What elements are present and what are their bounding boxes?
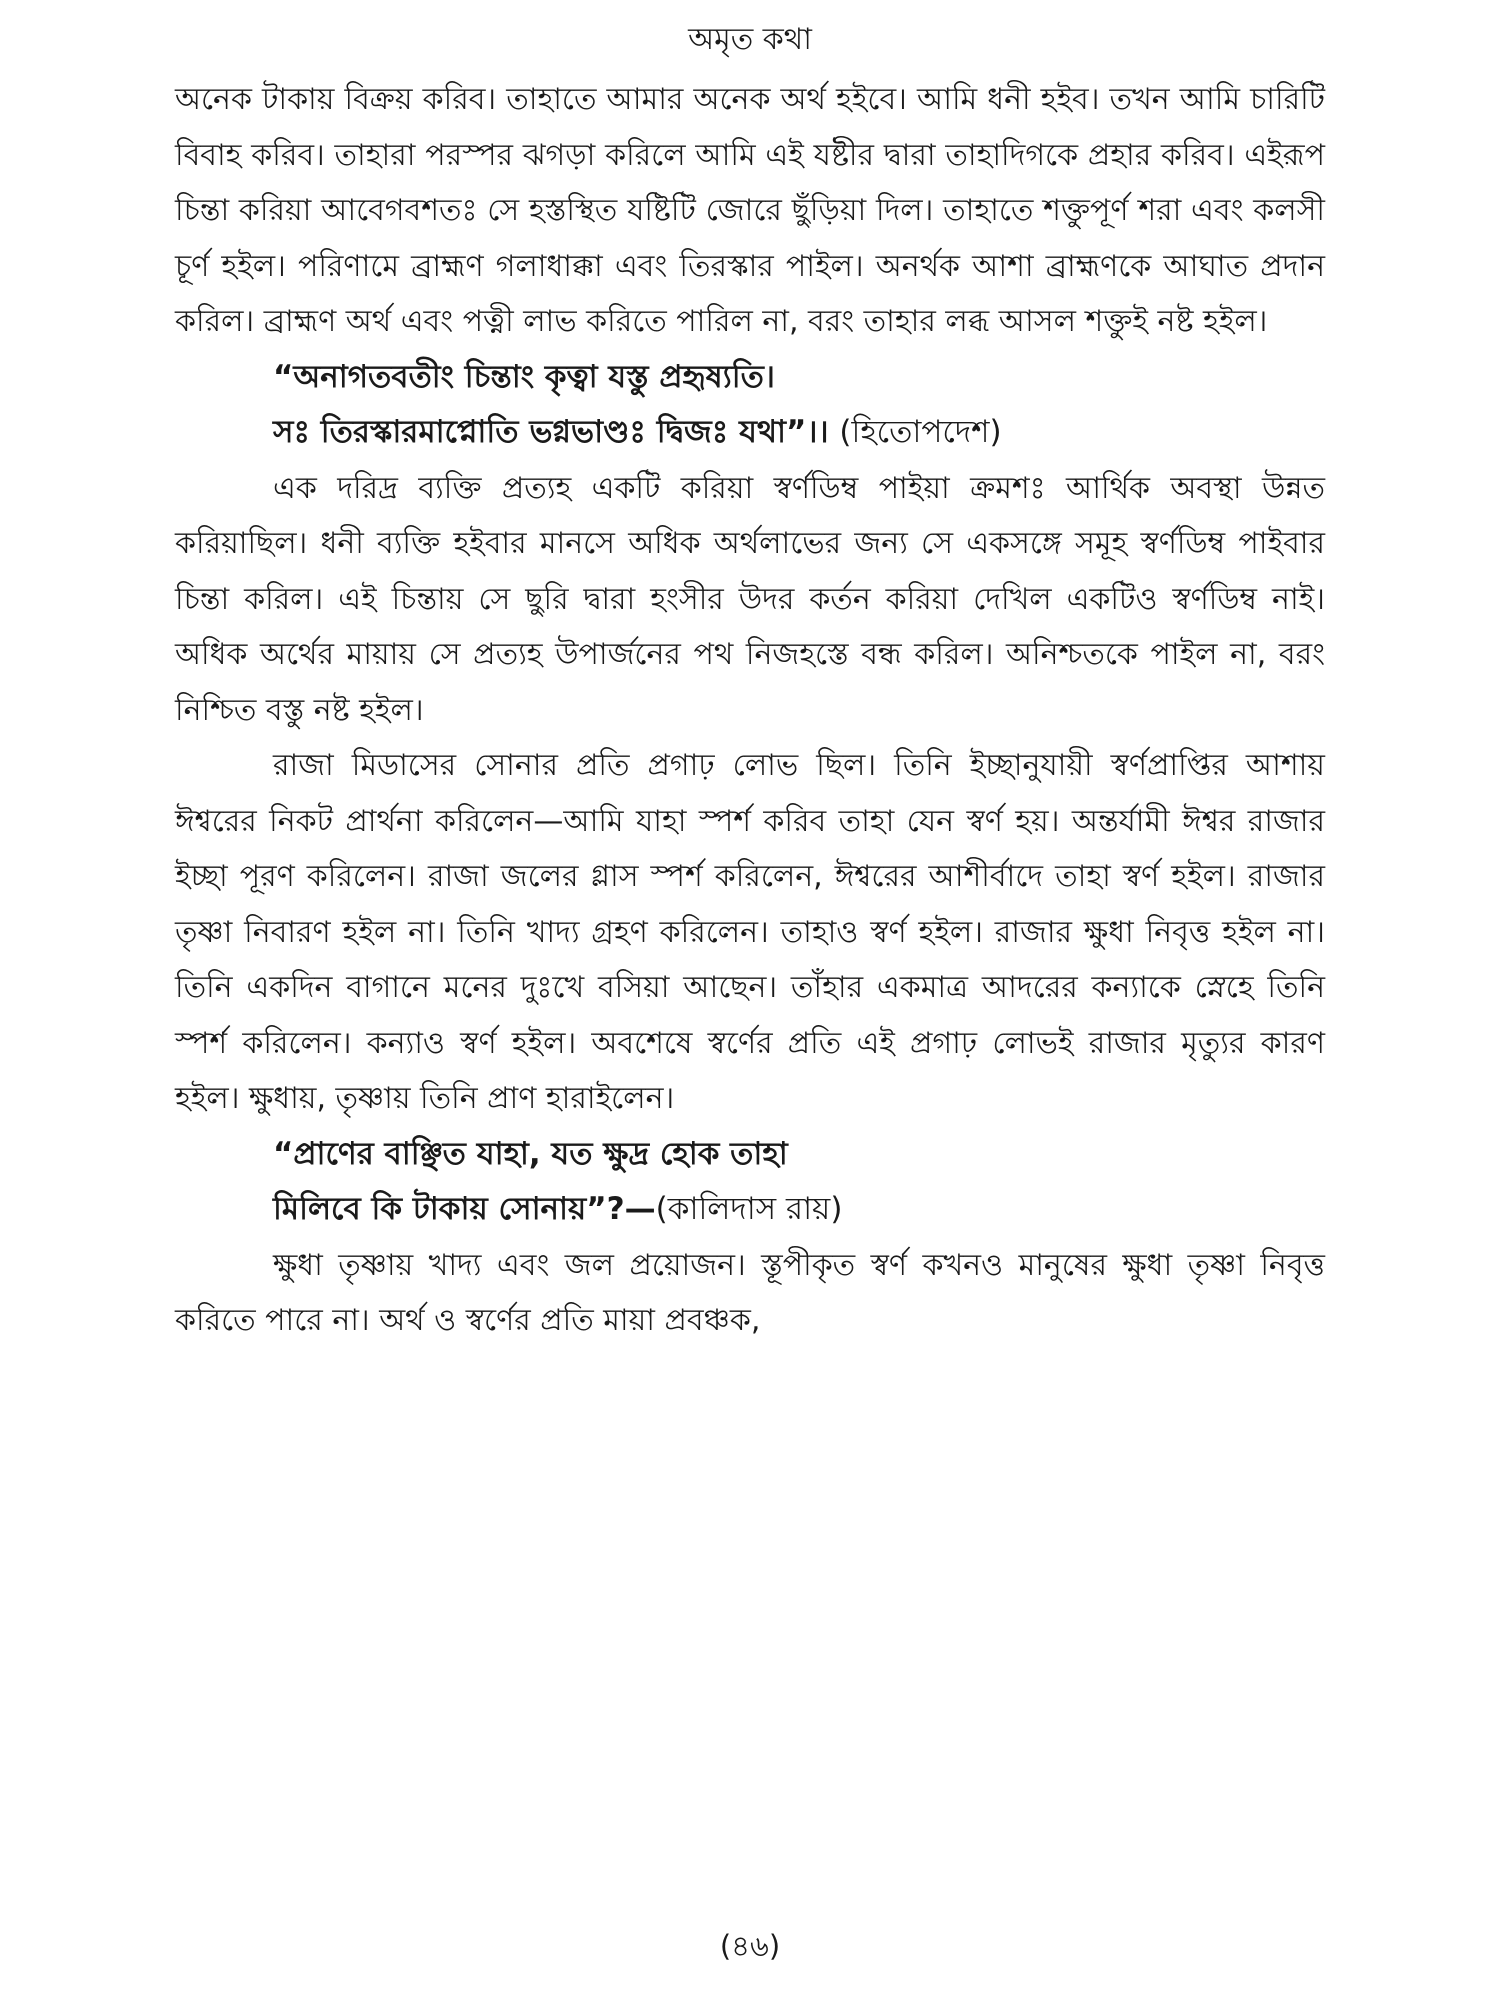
verse-line-text: মিলিবে কি টাকায় সোনায়”?— — [273, 1191, 656, 1227]
verse-line: “অনাগতবতীং চিন্তাং কৃত্বা যস্তু প্রহৃষ্যতি। — [273, 358, 775, 395]
verse-line: “প্রাণের বাঞ্ছিত যাহা, যত ক্ষুদ্র হোক তাহা — [273, 1135, 788, 1172]
paragraph-brahmin-story-end: অনেক টাকায় বিক্রয় করিব। তাহাতে আমার অনেক অর্থ হইবে। আমি ধনী হইব। তখন আমি চারিটি বিবাহ করিব। তাহারা পরস্পর ঝগড়া করিলে আমি এই যষ্টীর দ্বারা তাহাদিগকে প্রহার করিব। এইরূপ চিন্তা করিয়া আবেগবশতঃ সে হস্তস্থিত যষ্টিটি জোরে ছুঁড়িয়া দিল। তাহাতে শক্তুপূর্ণ শরা এবং কলসী চূর্ণ হইল। পরিণামে ব্রাহ্মণ গলাধাক্কা এবং তিরস্কার পাইল। অনর্থক আশা ব্রাহ্মণকে আঘাত প্রদান করিল। ব্রাহ্মণ অর্থ এবং পত্নী লাভ করিতে পারিল না, বরং তাহার লব্ধ আসল শক্তুই নষ্ট হইল। — [175, 82, 1325, 339]
verse-hitopadesha — [273, 350, 1325, 461]
verse-kalidas-roy — [273, 1127, 1325, 1238]
paragraph-golden-egg: এক দরিদ্র ব্যক্তি প্রত্যহ একটি করিয়া স্বর্ণডিম্ব পাইয়া ক্রমশঃ আর্থিক অবস্থা উন্নত করিয়াছিল। ধনী ব্যক্তি হইবার মানসে অধিক অর্থলাভের জন্য সে একসঙ্গে সমূহ স্বর্ণডিম্ব পাইবার চিন্তা করিল। এই চিন্তায় সে ছুরি দ্বারা হংসীর উদর কর্তন করিয়া দেখিল একটিও স্বর্ণডিম্ব নাই। অধিক অর্থের মায়ায় সে প্রত্যহ উপার্জনের পথ নিজহস্তে বন্ধ করিল। অনিশ্চতকে পাইল না, বরং নিশ্চিত বস্তু নষ্ট হইল। — [175, 470, 1326, 728]
page-number: (৪৬) — [719, 1929, 781, 1963]
verse-source: (হিতোপদেশ) — [839, 414, 1002, 450]
paragraph-king-midas: রাজা মিডাসের সোনার প্রতি প্রগাঢ় লোভ ছিল। তিনি ইচ্ছানুযায়ী স্বর্ণপ্রাপ্তির আশায় ঈশ্বরের নিকট প্রার্থনা করিলেন—আমি যাহা স্পর্শ করিব তাহা যেন স্বর্ণ হয়। অন্তর্যামী ঈশ্বর রাজার ইচ্ছা পূরণ করিলেন। রাজা জলের গ্লাস স্পর্শ করিলেন, ঈশ্বরের আশীর্বাদে তাহা স্বর্ণ হইল। রাজার তৃষ্ণা নিবারণ হইল না। তিনি খাদ্য গ্রহণ করিলেন। তাহাও স্বর্ণ হইল। রাজার ক্ষুধা নিবৃত্ত হইল না। তিনি একদিন বাগানে মনের দুঃখে বসিয়া আছেন। তাঁহার একমাত্র আদরের কন্যাকে স্নেহে তিনি স্পর্শ করিলেন। কন্যাও স্বর্ণ হইল। অবশেষে স্বর্ণের প্রতি এই প্রগাঢ় লোভই রাজার মৃত্যুর কারণ হইল। ক্ষুধায়, তৃষ্ণায় তিনি প্রাণ হারাইলেন। — [175, 748, 1325, 1116]
verse-line — [273, 1182, 1325, 1238]
verse-source: (কালিদাস রায়) — [655, 1191, 843, 1227]
verse-line — [273, 405, 1325, 461]
verse-line-text: সঃ তিরস্কারমাপ্নোতি ভগ্নভাণ্ডঃ দ্বিজঃ যথা”।। — [273, 414, 829, 450]
paragraph-hunger-thirst: ক্ষুধা তৃষ্ণায় খাদ্য এবং জল প্রয়োজন। স্তূপীকৃত স্বর্ণ কখনও মানুষের ক্ষুধা তৃষ্ণা নিবৃত্ত করিতে পারে না। অর্থ ও স্বর্ণের প্রতি মায়া প্রবঞ্চক, — [175, 1247, 1325, 1338]
running-header: অমৃত কথা — [688, 22, 812, 57]
